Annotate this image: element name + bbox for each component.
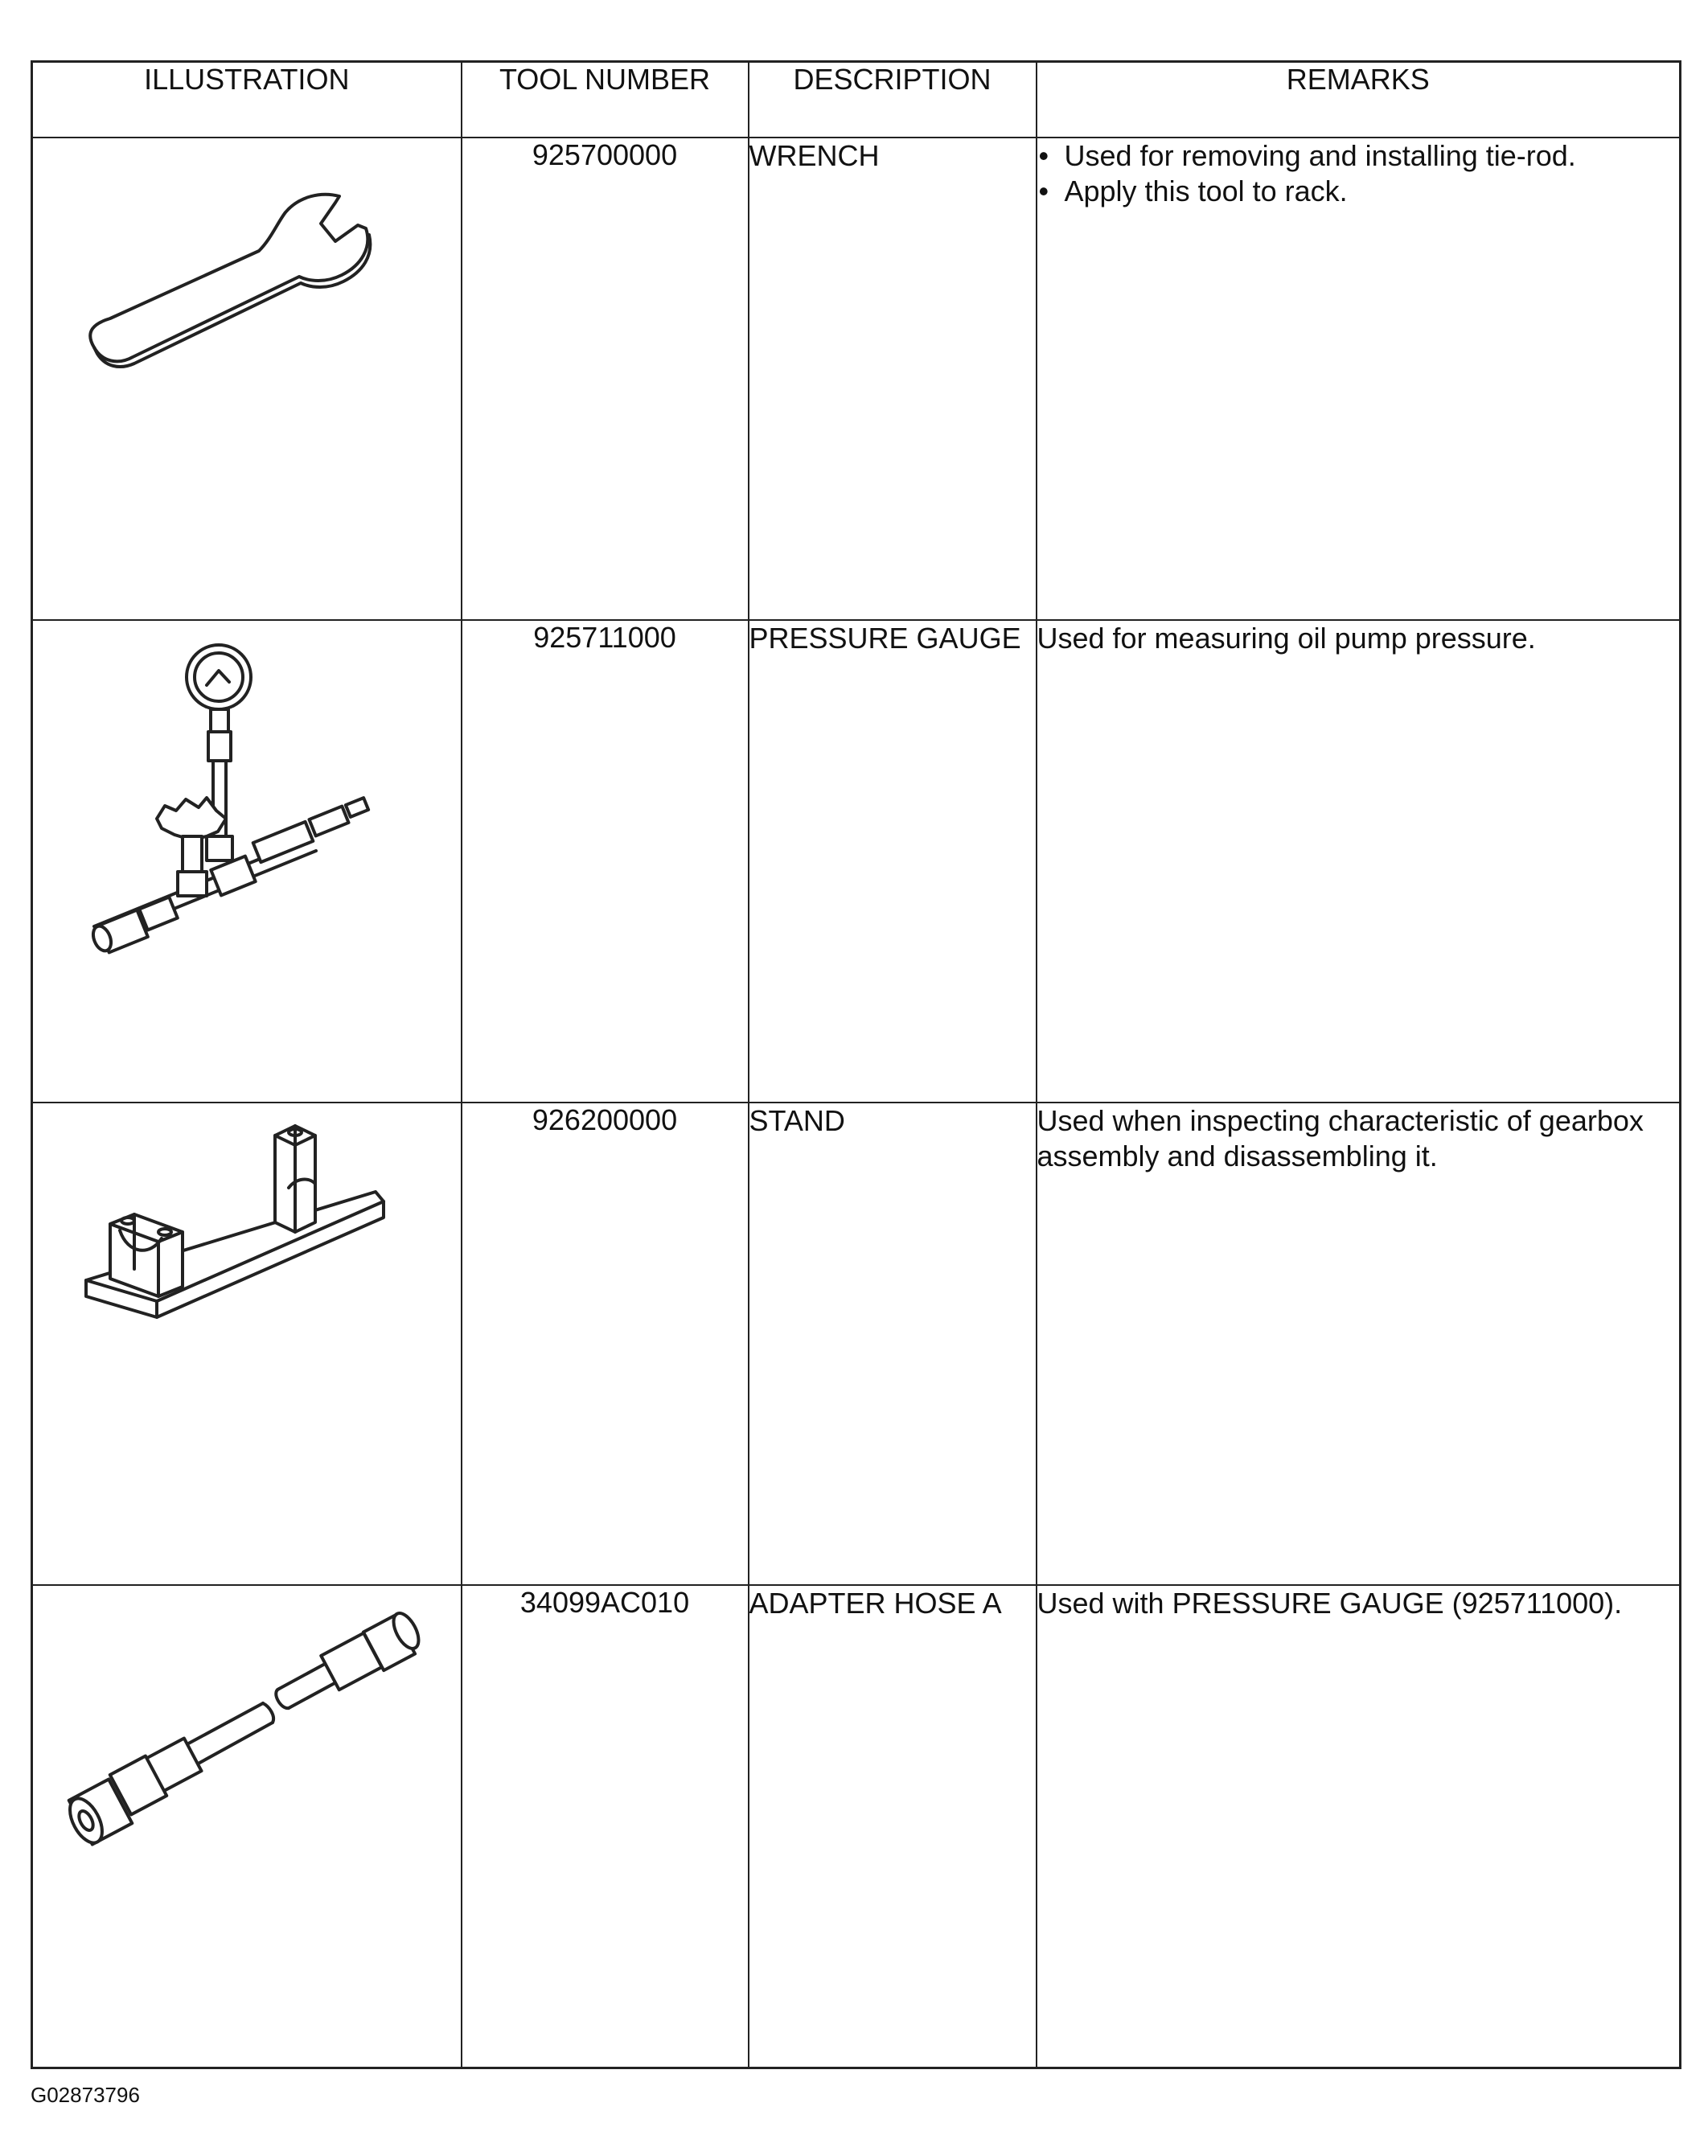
table-row [32,138,1681,620]
table-row [32,1103,1681,1585]
list-item: • Used for removing and installing tie-rod. [1037,138,1680,174]
table-row [32,620,1681,1103]
description-cell: WRENCH [749,138,1037,620]
remarks-list [1037,138,1680,209]
description-cell: ADAPTER HOSE A [749,1585,1037,2068]
illustration-cell [32,1103,462,1585]
description-cell: STAND [749,1103,1037,1585]
stand-icon [78,1103,416,1345]
list-item: • Apply this tool to rack. [1037,174,1680,209]
remarks-cell: Used with PRESSURE GAUGE (925711000). [1037,1585,1681,2068]
description-cell: PRESSURE GAUGE [749,620,1037,1103]
remarks-cell [1037,138,1681,620]
illustration-cell [32,620,462,1103]
header-illustration: ILLUSTRATION [32,62,462,138]
wrench-icon [70,138,424,396]
special-tools-table [31,60,1681,2069]
pressure-gauge-icon [70,621,424,975]
header-remarks: REMARKS [1037,62,1681,138]
tool-number-cell: 34099AC010 [462,1585,749,2068]
header-description: DESCRIPTION [749,62,1037,138]
remarks-cell: Used when inspecting characteristic of gearbox assembly and disassembling it. [1037,1103,1681,1585]
header-row [32,62,1681,138]
table-row [32,1585,1681,2068]
tool-number-cell: 925700000 [462,138,749,620]
illustration-cell [32,138,462,620]
remarks-cell: Used for measuring oil pump pressure. [1037,620,1681,1103]
illustration-cell [32,1585,462,2068]
tool-number-cell: 926200000 [462,1103,749,1585]
figure-code: G02873796 [31,2083,140,2107]
adapter-hose-icon [62,1586,432,1859]
tool-number-cell: 925711000 [462,620,749,1103]
header-tool-number: TOOL NUMBER [462,62,749,138]
